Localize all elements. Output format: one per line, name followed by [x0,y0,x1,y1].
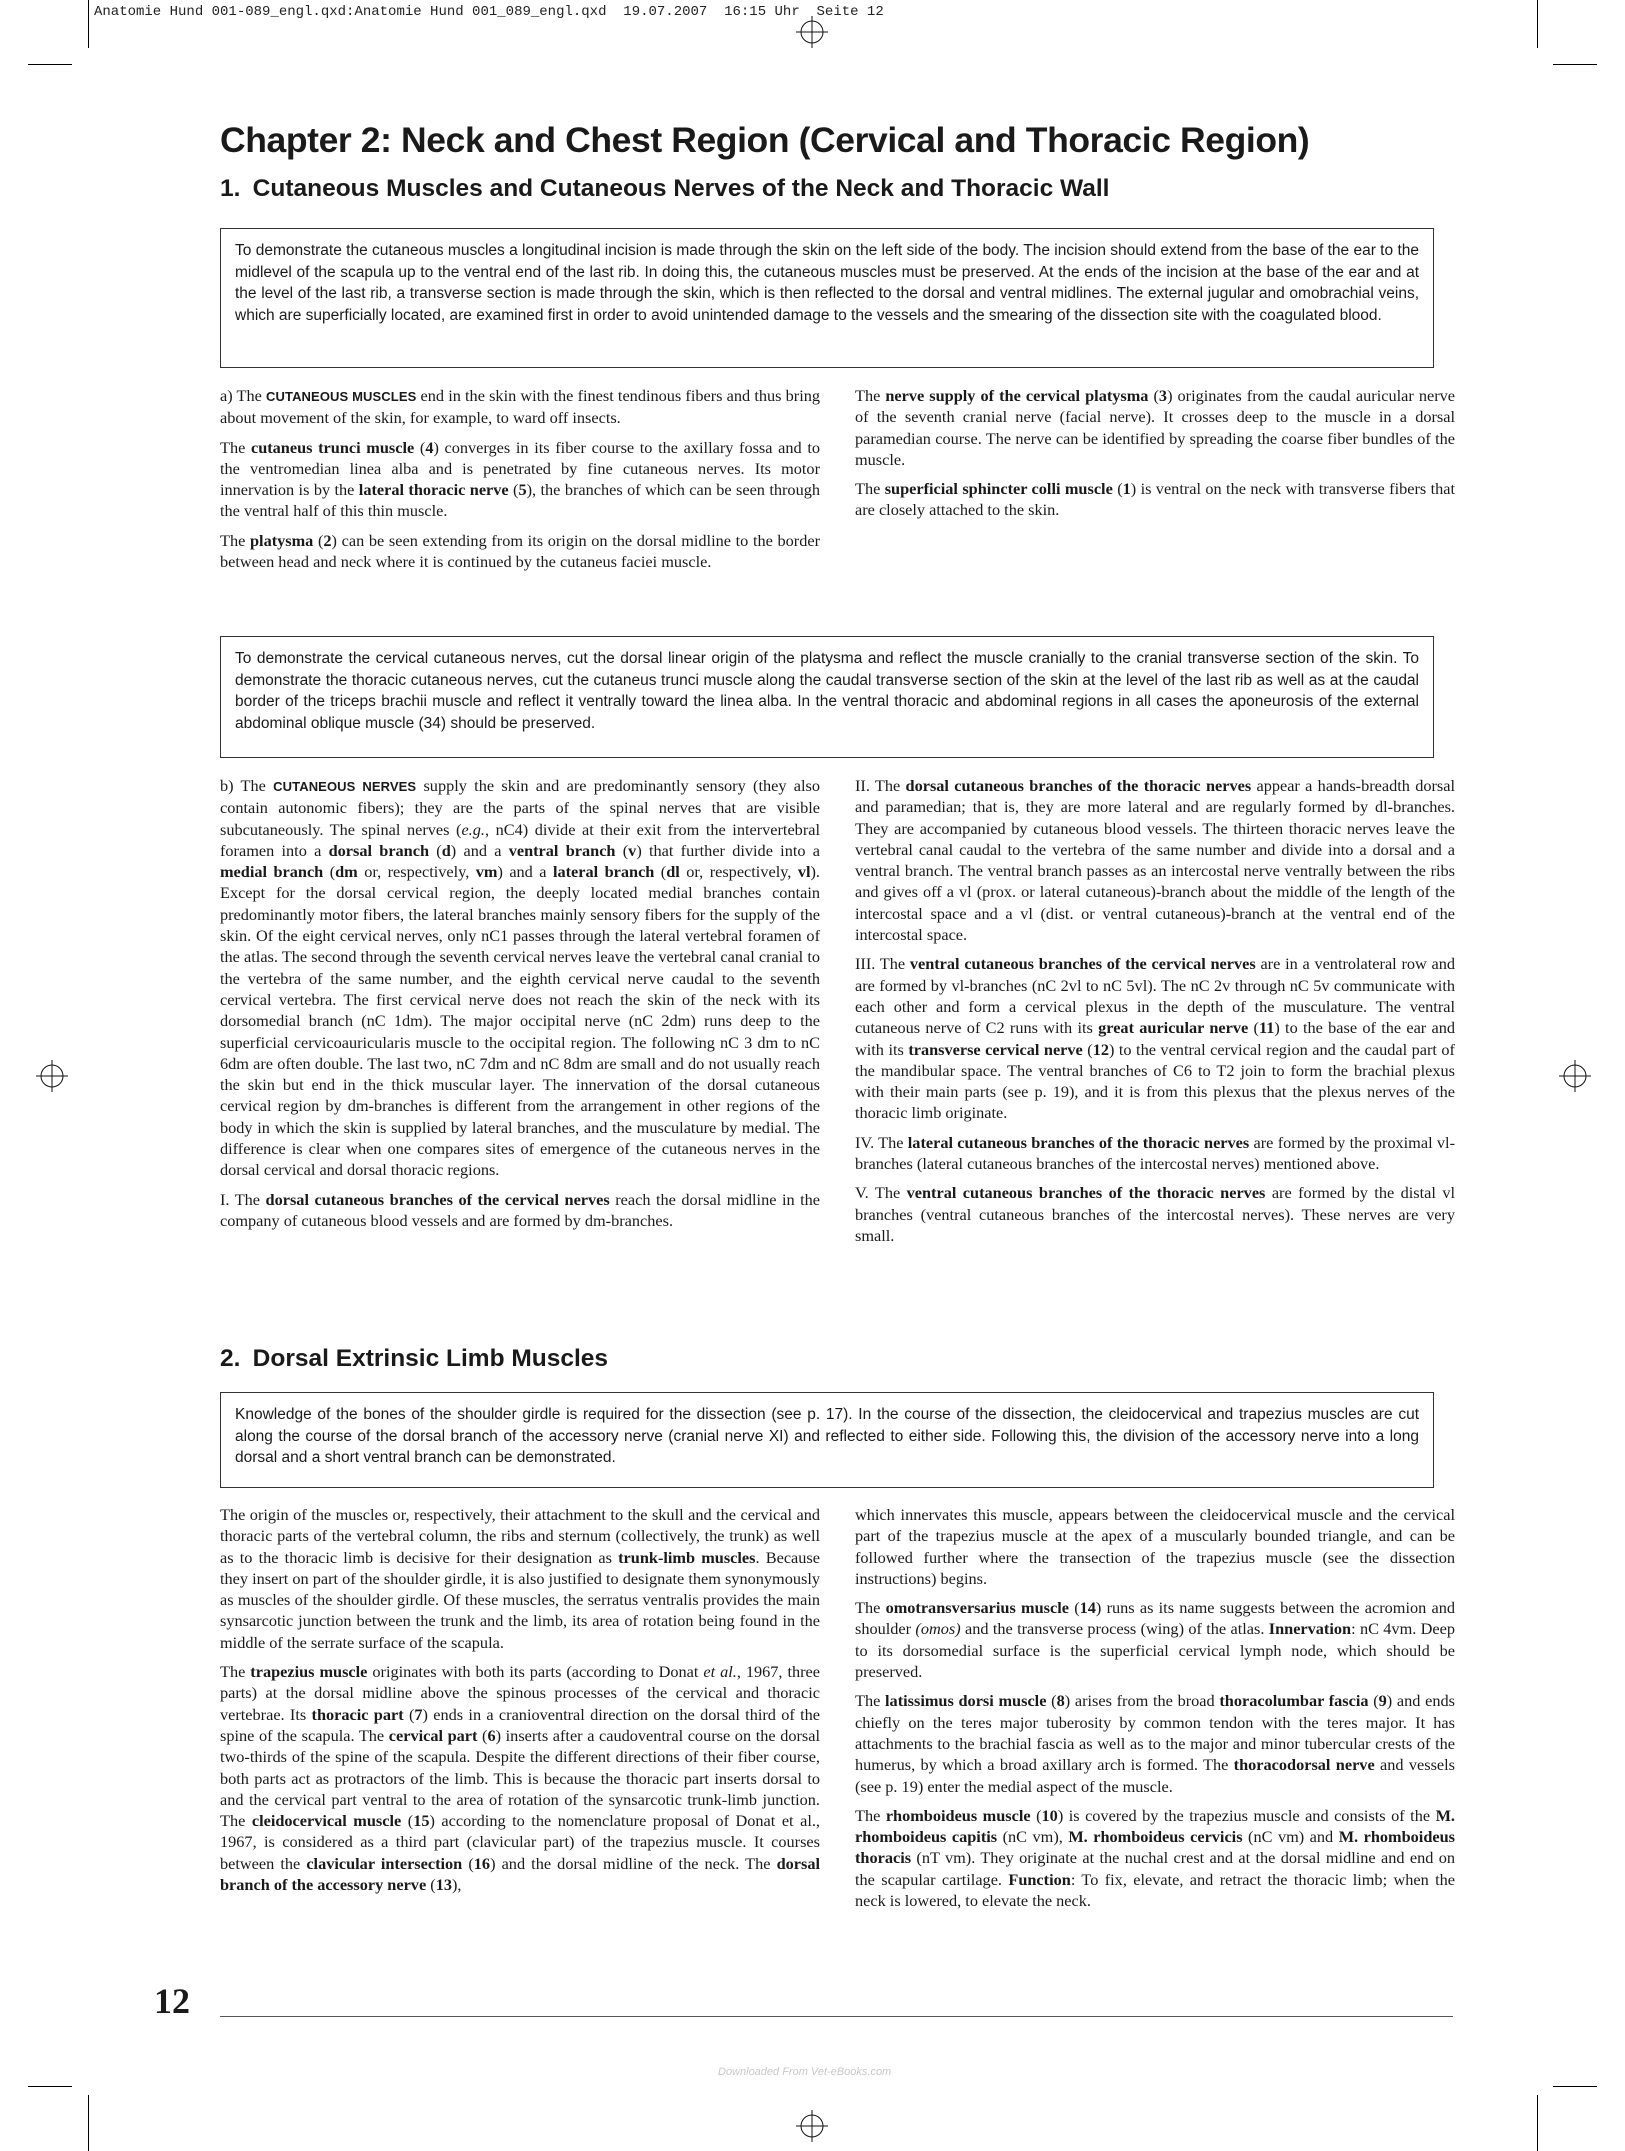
paragraph: The nerve supply of the cervical platysma (3) originates from the caudal auricular nerve of the seventh cranial nerve (facial nerve). It crosses deep to the muscle in a dorsal paramedian course. The nerve can be identified by spreading the coarse fiber bundles of the muscle. [855,386,1455,469]
section-1-title: 1. Cutaneous Muscles and Cutaneous Nerves of the Neck and Thoracic Wall [220,175,1110,202]
crop-mark [28,2086,72,2087]
text-column-right-1 [855,385,1455,529]
page-number: 12 [154,1981,190,2021]
paragraph: II. The dorsal cutaneous branches of the thoracic nerves appear a hands-breadth dorsal and paramedian; that is, they are more lateral and are regularly formed by dl-branches. They are accompanied by cutaneous blood vessels. The thirteen thoracic nerves leave the vertebral canal caudal to the vertebra of the same number and divide into a dorsal and a ventral branch. The ventral branch passes as an intercostal nerve ventrally between the ribs and gives off a vl (prox. or lateral cutaneous)-branch about the middle of the length of the intercostal space and a vl (dist. or ventral cutaneous)-branch at the ventral end of the intercostal space. [855,776,1455,945]
crop-mark [88,2095,89,2151]
footer-rule [220,2016,1453,2017]
paragraph: The omotransversarius muscle (14) runs as its name suggests between the acromion and shoulder (omos) and the transverse process (wing) of the atlas. Innervation: nC 4vm. Deep to its dorsomedial surface is the superficial cervical lymph node, which should be preserved. [855,1598,1456,1682]
crop-mark [1553,2086,1597,2087]
paragraph: I. The dorsal cutaneous branches of the cervical nerves reach the dorsal midline in the company of cutaneous blood vessels and are formed by dm-branches. [220,1189,821,1230]
paragraph: The latissimus dorsi muscle (8) arises from the broad thoracolumbar fascia (9) and ends chiefly on the teres major tuberosity by common tendon with the teres major. It has attachments to the brachial fascia as well as to the major and minor tubercular crests of the humerus, by which a broad axillary arch is formed. The thoracodorsal nerve and vessels (see p. 19) enter the medial aspect of the muscle. [855,1691,1455,1796]
paragraph: The cutaneus trunci muscle (4) converges in its fiber course to the axillary fossa and to the ventromedian linea alba and is penetrated by fine cutaneous nerves. Its motor innervation is by the lateral thoracic nerve (5), the branches of which can be seen through the ventral half of this thin muscle. [220,437,820,521]
paragraph: III. The ventral cutaneous branches of the cervical nerves are in a ventrolateral row and are formed by vl-branches (nC 2vl to nC 5vl). The nC 2v through nC 5v communicate with each other and form a cervical plexus in the depth of the musculature. The ventral cutaneous nerve of C2 runs with its great auricular nerve (11) to the base of the ear and with its transverse cervical nerve (12) to the ventral cervical region and the caudal part of the mandibular space. The ventral branches of C6 to T2 join to form the brachial plexus with their main parts (see p. 19), and it is from this plexus that the plexus nerves of the thoracic limb originate. [855,954,1456,1123]
paragraph: The origin of the muscles or, respectively, their attachment to the skull and the cervical and thoracic parts of the vertebral column, the ribs and sternum (collectively, the trunk) as well as to the thoracic limb is decisive for their designation as trunk-limb muscles. Because they insert on part of the shoulder girdle, it is also justified to designate them synonymously as muscles of the shoulder girdle. Of these muscles, the serratus ventralis provides the main synsarcotic junction between the trunk and the limb, its area of rotation being found in the middle of the serrate surface of the scapula. [220,1505,820,1652]
crop-mark [1537,0,1538,48]
registration-mark-icon [36,1060,68,1092]
printer-slug: Anatomie Hund 001-089_engl.qxd:Anatomie Hund 001_089_engl.qxd 19.07.2007 16:15 Uhr Seite 12 [94,4,884,20]
text-column-left-3 [220,1504,820,1903]
chapter-title: Chapter 2: Neck and Chest Region (Cervical and Thoracic Region) [220,120,1310,160]
paragraph: b) The CUTANEOUS NERVES supply the skin and are predominantly sensory (they also contain autonomic fibers); they are the parts of the spinal nerves that are visible subcutaneously. The spinal nerves (e.g., nC4) divide at their exit from the intervertebral foramen into a dorsal branch (d) and a ventral branch (v) that further divide into a medial branch (dm or, respectively, vm) and a lateral branch (dl or, respectively, vl). Except for the dorsal cervical region, the deeply located medial branches contain predominantly motor fibers, the lateral branches mainly sensory fibers for the supply of the skin. Of the eight cervical nerves, only nC1 passes through the lateral vertebral foramen of the atlas. The second through the seventh cervical nerves leave the vertebral canal cranial to the vertebra of the same number, and the eighth cervical nerve caudal to the seventh cervical vertebra. The first cervical nerve does not reach the skin of the neck with its dorsomedial branch (nC 1dm). The major occipital nerve (nC 2dm) runs deep to the superficial cervicoauricularis muscle to the occipital region. The following nC 3 dm to nC 6dm are often double. The last two, nC 7dm and nC 8dm are small and do not usually reach the skin but end in the thick muscular layer. The innervation of the dorsal cutaneous cervical region by dm-branches is different from the arrangement in other regions of the body in which the skin is supplied by lateral branches, and the musculature by medial. The difference is clear when one compares sites of emergence of the cutaneous nerves in the dorsal cervical and dorsal thoracic regions. [220,776,820,1180]
paragraph: which innervates this muscle, appears between the cleidocervical muscle and the cervical part of the trapezius muscle at the apex of a muscularly bounded triangle, and can be followed further where the transection of the trapezius muscle (see the dissection instructions) begins. [855,1505,1455,1588]
text-column-right-3 [855,1504,1455,1919]
crop-mark [1537,2095,1538,2151]
text-column-right-2 [855,775,1455,1254]
registration-mark-icon [796,16,828,48]
dissection-instruction-box-2: To demonstrate the cervical cutaneous nerves, cut the dorsal linear origin of the platysma and reflect the muscle cranially to the cranial transverse section of the skin. To demonstrate the thoracic cutaneous nerves, cut the cutaneus trunci muscle along the caudal transverse section of the skin at the level of the last rib as well as at the caudal border of the triceps brachii muscle and reflect it ventrally toward the linea alba. In the ventral thoracic and abdominal regions in all cases the aponeurosis of the external abdominal oblique muscle (34) should be preserved. [220,636,1434,758]
download-watermark: Downloaded From Vet-eBooks.com [718,2066,892,2078]
paragraph: IV. The lateral cutaneous branches of the thoracic nerves are formed by the proximal vl-branches (lateral cutaneous branches of the intercostal nerves) mentioned above. [855,1132,1455,1174]
dissection-instruction-box-3: Knowledge of the bones of the shoulder girdle is required for the dissection (see p. 17). In the course of the dissection, the cleidocervical and trapezius muscles are cut along the course of the dorsal branch of the accessory nerve (cranial nerve XI) and reflected to either side. Following this, the division of the accessory nerve into a long dorsal and a short ventral branch can be demonstrated. [220,1392,1434,1488]
paragraph: a) The CUTANEOUS MUSCLES end in the skin with the finest tendinous fibers and thus bring about movement of the skin, for example, to ward off insects. [220,386,820,428]
dissection-instruction-box-1: To demonstrate the cutaneous muscles a longitudinal incision is made through the skin on the left side of the body. The incision should extend from the base of the ear to the midlevel of the scapula up to the ventral end of the last rib. In doing this, the cutaneous muscles must be preserved. At the ends of the incision at the base of the ear and at the level of the last rib, a transverse section is made through the skin, which is then reflected to the dorsal and ventral midlines. The external jugular and omobrachial veins, which are superficially located, are examined first in order to avoid unintended damage to the vessels and the smearing of the dissection site with the coagulated blood. [220,228,1434,368]
paragraph: The rhomboideus muscle (10) is covered by the trapezius muscle and consists of the M. rhomboideus capitis (nC vm), M. rhomboideus cervicis (nC vm) and M. rhomboideus thoracis (nT vm). They originate at the nuchal crest and at the dorsal midline and end on the scapular cartilage. Function: To fix, elevate, and retract the thoracic limb; when the neck is lowered, to elevate the neck. [855,1805,1455,1911]
crop-mark [28,64,72,65]
paragraph: V. The ventral cutaneous branches of the thoracic nerves are formed by the distal vl branches (ventral cutaneous branches of the intercostal nerves). These nerves are very small. [855,1183,1456,1245]
crop-mark [1553,64,1597,65]
section-2-title: 2. Dorsal Extrinsic Limb Muscles [220,1345,609,1372]
registration-mark-icon [796,2110,828,2142]
paragraph: The platysma (2) can be seen extending from its origin on the dorsal midline to the border between head and neck where it is continued by the cutaneus faciei muscle. [220,530,821,572]
text-column-left-2 [220,775,820,1239]
crop-mark [88,0,89,48]
registration-mark-icon [1559,1060,1591,1092]
text-column-left-1 [220,385,820,580]
paragraph: The superficial sphincter colli muscle (1) is ventral on the neck with transverse fibers that are closely attached to the skin. [855,479,1456,520]
paragraph: The trapezius muscle originates with both its parts (according to Donat et al., 1967, three parts) at the dorsal midline above the spinous processes of the cervical and thoracic vertebrae. Its thoracic part (7) ends in a cranioventral direction on the dorsal third of the spine of the scapula. The cervical part (6) inserts after a caudoventral course on the dorsal two-thirds of the spine of the scapula. Despite the different directions of their fiber course, both parts act as protractors of the limb. This is because the thoracic part inserts dorsal to and the cervical part ventral to the area of rotation of the synsarcotic trunk-limb junction. The cleidocervical muscle (15) according to the nomenclature proposal of Donat et al., 1967, is considered as a third part (clavicular part) of the trapezius muscle. It courses between the clavicular intersection (16) and the dorsal midline of the neck. The dorsal branch of the accessory nerve (13), [220,1662,821,1895]
